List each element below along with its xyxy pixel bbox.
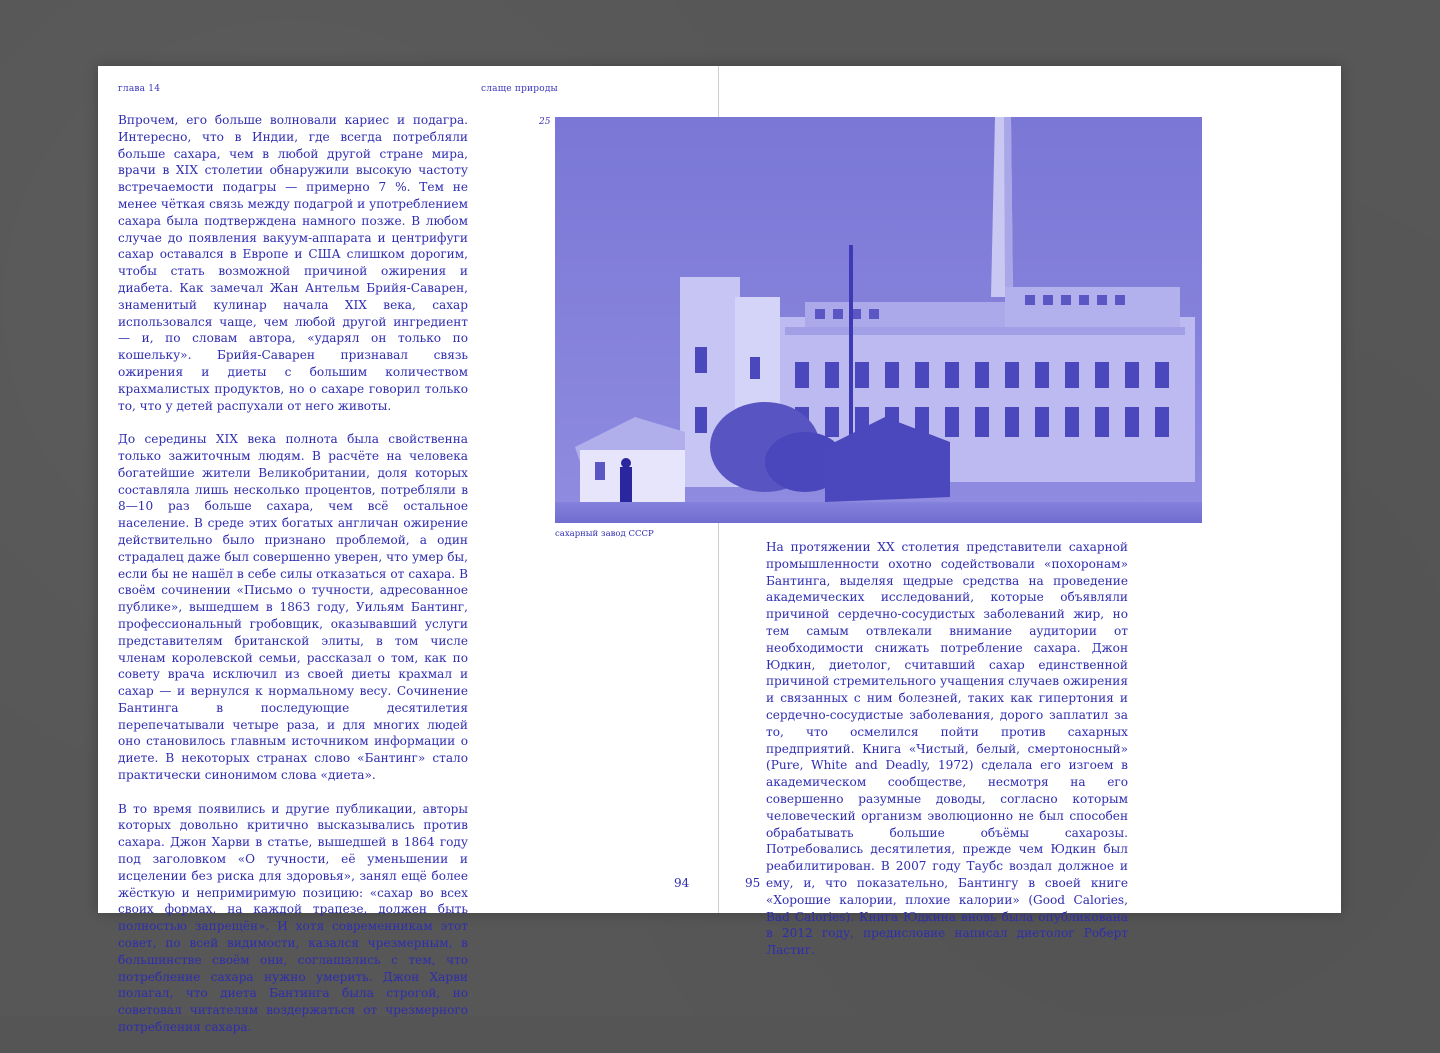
page-number-left: 94 (674, 876, 690, 890)
paragraph: Впрочем, его больше волновали кариес и подагра. Интересно, что в Индии, где всегда потребляли больше сахара, чем в любой другой стране мира, врачи в XIX столетии обнаружили высокую частоту встречаемости подагры — примерно 7 %. Тем не менее чёткая связь между подагрой и употреблением сахара была подтверждена намного позже. В любом случае до появления вакуум-аппарата и центрифуги сахар оставался в Европе и США слишком дорогим, чтобы стать возможной причиной ожирения и диабета. Как замечал Жан Антельм Брийя-Саварен, знаменитый кулинар начала XIX века, сахар использовался чаще, чем любой другой ингредиент — и, по словам автора, «ударял он только по кошельку». Брийя-Саварен признавал связь ожирения и диеты с большим количеством крахмалистых продуктов, но о сахаре говорил только то, что у детей распухали от него животы. (118, 113, 468, 413)
left-body-text (118, 112, 468, 1053)
right-body-text (766, 539, 1128, 959)
title-running-head: слаще природы (481, 84, 558, 94)
figure-number: 25 (539, 117, 551, 127)
factory-photo (555, 117, 1202, 523)
paragraph: В то время появились и другие публикации, авторы которых довольно критично высказывались против сахара. Джон Харви в статье, вышедшей в 1864 году под заголовком «О тучности, её уменьшении и исцелении без риска для здоровья», занял ещё более жёсткую и непримиримую позицию: «сахар во всех своих формах, на каждой трапезе, должен быть полностью запрещён». И хотя современникам этот совет, по всей видимости, казался чрезмерным, в большинстве своём они, соглашались с тем, что потребление сахара нужно умерить. Джон Харви полагал, что диета Бантинга была строгой, но советовал читателям воздержаться от чрезмерного потребления сахара. (118, 801, 468, 1035)
chapter-running-head: глава 14 (118, 84, 161, 94)
paragraph: До середины XIX века полнота была свойственна только зажиточным людям. В расчёте на человека богатейшие жители Великобритании, доля которых составляла лишь несколько процентов, потребляли в 8—10 раз больше сахара, чем всё остальное население. В среде этих богатых англичан ожирение действительно было признано проблемой, а один страдалец даже был совершенно уверен, что умер бы, если бы не нашёл в себе силы отказаться от сахара. В своём сочинении «Письмо о тучности, адресованное публике», вышедшем в 1863 году, Уильям Бантинг, профессиональный гробовщик, оказывавший услуги представителям британской элиты, в том числе членам королевской семьи, рассказал о том, как по совету врача исключил из своей диеты крахмал и сахар — и вернулся к нормальному весу. Сочинение Бантинга в последующие десятилетия перепечатывали четыре раза, и для многих людей оно становилось главным источником информации о диете. В некоторых странах слово «Бантинг» стало практически синонимом слова «диета». (118, 432, 468, 783)
paragraph: На протяжении XX столетия представители сахарной промышленности охотно содействовали «похоронам» Бантинга, выделяя щедрые средства на проведение академических исследований, которые объявляли причиной сердечно-сосудистых заболеваний жир, но тем самым отвлекали внимание аудитории от необходимости снижать потребление сахара. Джон Юдкин, диетолог, считавший сахар единственной причиной стремительного учащения случаев ожирения и связанных с ним болезней, таких как гипертония и сердечно-сосудистые заболевания, дорого заплатил за то, что осмелился пойти против сахарных предприятий. Книга «Чистый, белый, смертоносный» (Pure, White and Deadly, 1972) сделала его изгоем в академическом сообществе, несмотря на его совершенно разумные доводы, согласно которым человеческий организм эволюционно не был способен обрабатывать большие объёмы сахарозы. Потребовались десятилетия, прежде чем Юдкин был реабилитирован. В 2007 году Таубс воздал должное и ему, и, что показательно, Бантингу в своей книге «Хорошие калории, плохие калории» (Good Calories, Bad Calories). Книга Юдкина вновь была опубликована в 2012 году, предисловие написал диетолог Роберт Ластиг. (766, 540, 1128, 958)
book-spread (98, 66, 1341, 1035)
figure-caption: сахарный завод СССР (555, 529, 654, 539)
page-number-right: 95 (745, 876, 761, 890)
